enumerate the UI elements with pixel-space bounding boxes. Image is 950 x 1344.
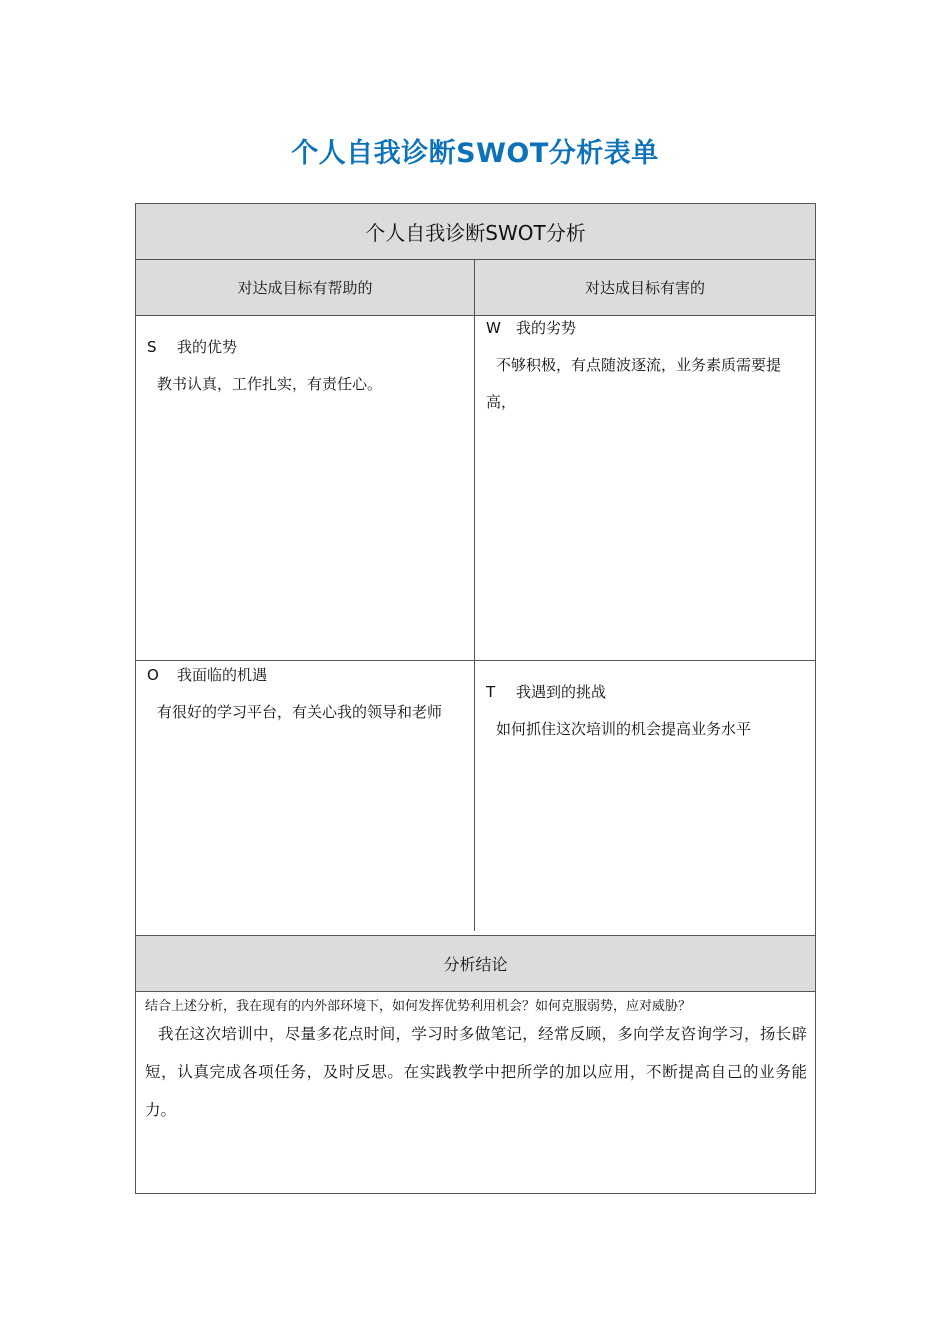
- conclusion-header: 分析结论: [136, 936, 815, 992]
- strengths-content: 教书认真，工作扎实，有责任心。: [157, 375, 383, 393]
- conclusion-question: 结合上述分析，我在现有的内外部环境下，如何发挥优势利用机会？如何克服弱势，应对威胁？: [145, 999, 692, 1014]
- threats-heading: [475, 674, 815, 711]
- threats-letter: T: [486, 683, 496, 701]
- conclusion-text: 我在这次培训中，尽量多花点时间，学习时多做笔记，经常反顾，多向学友咨询学习，扬长辟短，认真完成各项任务，及时反思。在实践教学中把所学的加以应用，不断提高自己的业务能力。: [145, 1025, 807, 1119]
- column-harmful-header: 对达成目标有害的: [584, 279, 705, 297]
- opportunities-cell: [136, 657, 475, 931]
- strengths-cell: [136, 316, 475, 660]
- strengths-heading: [136, 329, 474, 366]
- column-helpful-header: 对达成目标有帮助的: [136, 260, 475, 315]
- weaknesses-heading: [475, 310, 815, 347]
- opportunities-heading: [136, 657, 474, 694]
- opportunities-content: 有很好的学习平台，有关心我的领导和老师: [157, 703, 443, 721]
- weaknesses-content: 不够积极，有点随波逐流，业务素质需要提高，: [486, 356, 782, 411]
- document-title: 个人自我诊断SWOT分析表单: [291, 138, 659, 169]
- strengths-letter: S: [147, 338, 157, 356]
- weaknesses-cell: [475, 310, 815, 654]
- opportunities-letter: O: [147, 666, 159, 684]
- strengths-title: 我的优势: [177, 338, 238, 356]
- weaknesses-letter: W: [486, 319, 501, 337]
- swot-table: [135, 203, 816, 1194]
- opportunities-title: 我面临的机遇: [177, 666, 268, 684]
- table-header: 个人自我诊断SWOT分析: [136, 204, 815, 260]
- threats-content: 如何抓住这次培训的机会提高业务水平: [496, 720, 752, 738]
- threats-cell: [475, 661, 815, 935]
- threats-title: 我遇到的挑战: [516, 683, 607, 701]
- swot-row-internal: [136, 316, 815, 661]
- column-header-row: [136, 260, 815, 316]
- weaknesses-title: 我的劣势: [516, 319, 577, 337]
- swot-row-external: [136, 661, 815, 936]
- conclusion-cell: [136, 992, 815, 1192]
